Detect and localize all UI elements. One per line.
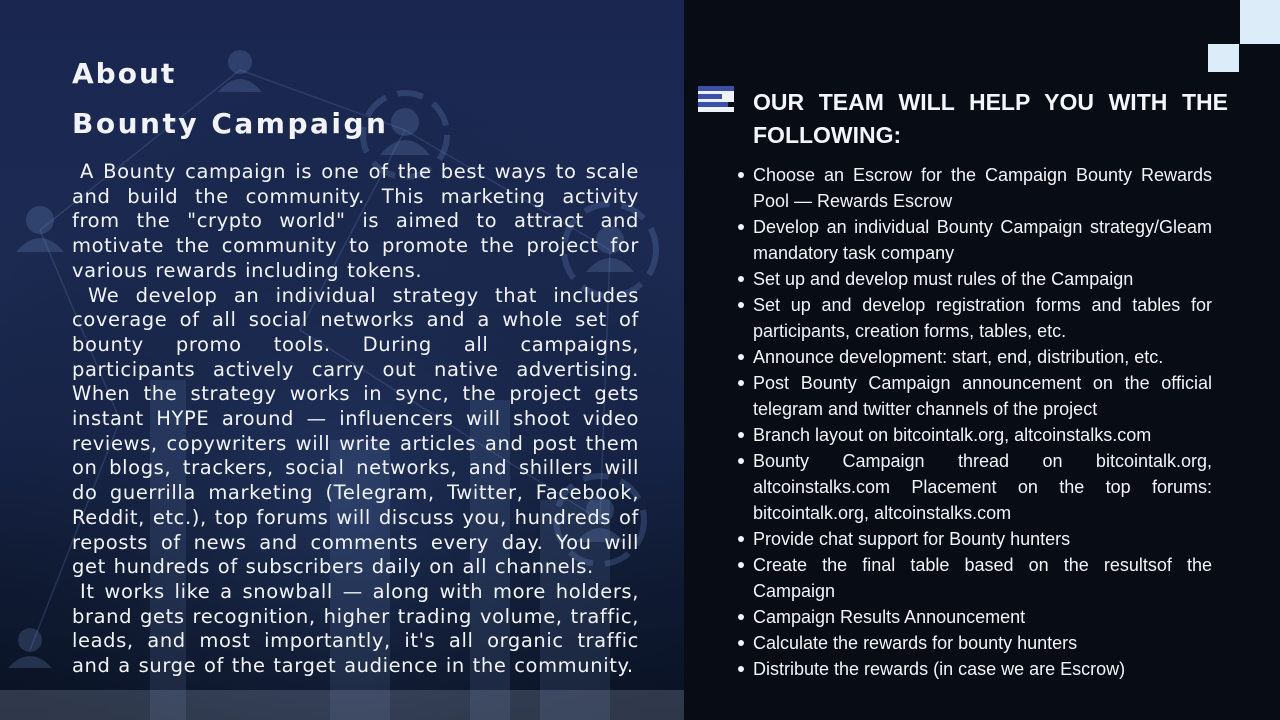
about-body bbox=[72, 160, 639, 679]
team-heading: OUR TEAM WILL HELP YOU WITH THE FOLLOWING: bbox=[753, 89, 1228, 148]
list-item: Bounty Campaign thread on bitcointalk.org, altcoinstalks.com Placement on the top forums: bitcointalk.org, altcoinstalks.com bbox=[753, 448, 1212, 526]
about-section bbox=[72, 56, 639, 679]
list-item: Distribute the rewards (in case we are Escrow) bbox=[753, 656, 1212, 682]
list-item: Set up and develop must rules of the Campaign bbox=[753, 266, 1212, 292]
list-item: Set up and develop registration forms and tables for participants, creation forms, tables, etc. bbox=[753, 292, 1212, 344]
list-item: Announce development: start, end, distribution, etc. bbox=[753, 344, 1212, 370]
list-item: Branch layout on bitcointalk.org, altcoinstalks.com bbox=[753, 422, 1212, 448]
about-title: About bbox=[72, 57, 177, 90]
services-list bbox=[753, 162, 1212, 682]
list-item: Choose an Escrow for the Campaign Bounty Rewards Pool — Rewards Escrow bbox=[753, 162, 1212, 214]
list-item: Campaign Results Announcement bbox=[753, 604, 1212, 630]
team-panel bbox=[684, 0, 1280, 720]
decorative-square bbox=[1240, 0, 1280, 44]
about-paragraph-text: A Bounty campaign is one of the best ways to scale and build the community. This marketing activity from the "crypto world" is aimed to attract and motivate the community to promote the project for various rewards including tokens. bbox=[72, 160, 639, 282]
about-paragraph bbox=[72, 284, 639, 580]
decorative-square bbox=[1208, 44, 1239, 72]
about-paragraph bbox=[72, 580, 639, 679]
stripes-flag-icon bbox=[698, 86, 734, 112]
about-paragraph-text: We develop an individual strategy that includes coverage of all social networks and a whole set of bounty promo tools. During all campaigns, participants actively carry out native advertising. When the strategy works in sync, the project gets instant HYPE around — influencers will shoot video reviews, copywriters will write articles and post them on blogs, trackers, social networks, and shillers will do guerrilla marketing (Telegram, Twitter, Facebook, Reddit, etc.), top forums will discuss you, hundreds of reposts of news and comments every day. You will get hundreds of subscribers daily on all channels. bbox=[72, 283, 639, 579]
list-item: Develop an individual Bounty Campaign strategy/Gleam mandatory task company bbox=[753, 214, 1212, 266]
about-paragraph-text: It works like a snowball — along with more holders, brand gets recognition, higher trading volume, traffic, leads, and most importantly, it's all organic traffic and a surge of the target audience in the community. bbox=[72, 579, 639, 678]
list-item: Post Bounty Campaign announcement on the official telegram and twitter channels of the project bbox=[753, 370, 1212, 422]
list-item: Provide chat support for Bounty hunters bbox=[753, 526, 1212, 552]
list-item: Create the final table based on the resultsof the Campaign bbox=[753, 552, 1212, 604]
about-paragraph bbox=[72, 160, 639, 284]
list-item: Calculate the rewards for bounty hunters bbox=[753, 630, 1212, 656]
bounty-campaign-subtitle: Bounty Campaign bbox=[72, 107, 389, 140]
